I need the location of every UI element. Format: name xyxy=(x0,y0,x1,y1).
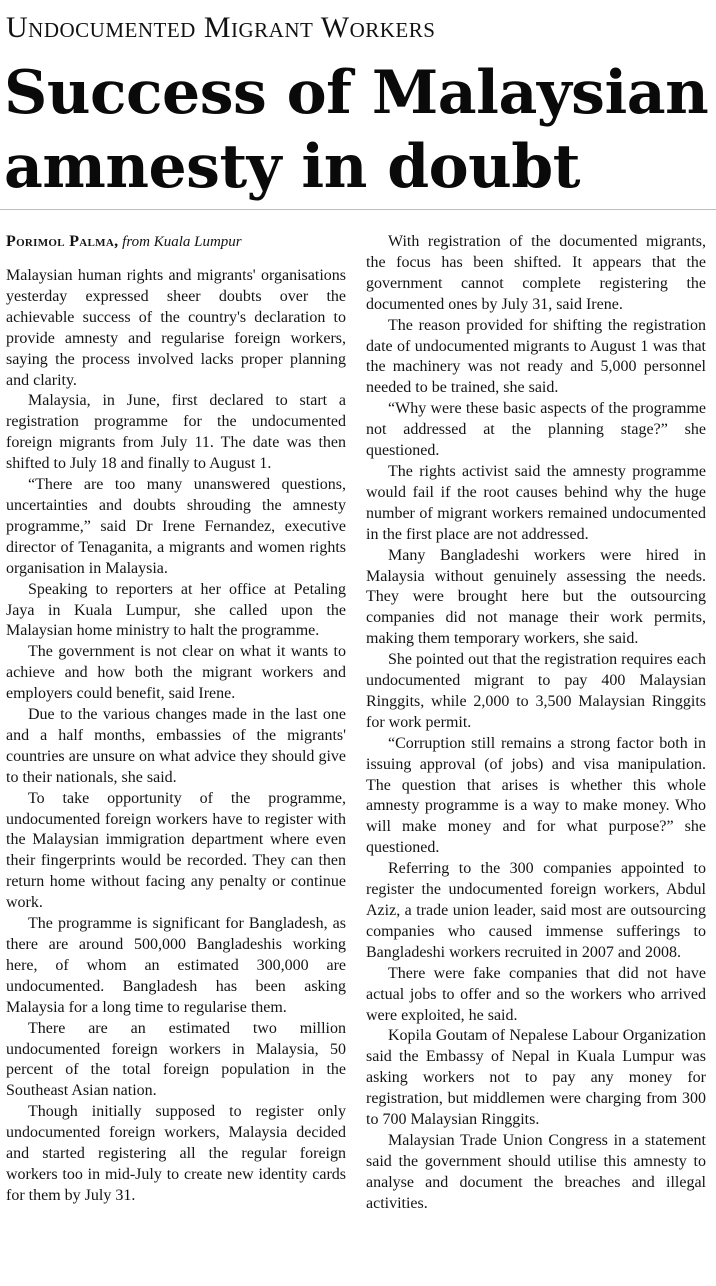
byline-author: Porimol Palma, xyxy=(6,233,119,250)
paragraph: There were fake companies that did not have actual jobs to offer and so the workers who arrived were exploited, he said. xyxy=(366,964,706,1024)
paragraph: There are an estimated two million undocumented foreign workers in Malaysia, 50 percent of the total foreign population in the Southeast Asian nation. xyxy=(6,1019,346,1100)
paragraph: Many Bangladeshi workers were hired in Malaysia without genuinely assessing the needs. They were brought here but the outsourcing companies did not manage their work permits, making them temporary workers, she said. xyxy=(366,546,706,648)
paragraph: “Why were these basic aspects of the programme not addressed at the planning stage?” she questioned. xyxy=(366,400,706,460)
paragraph: The programme is significant for Bangladesh, as there are around 500,000 Bangladeshis working here, of whom an estimated 300,000 are undocumented. Bangladesh has been asking Malaysia for a long time to regularise them. xyxy=(6,915,346,1016)
paragraph: To take opportunity of the programme, undocumented foreign workers have to register with the Malaysian immigration department where even their fingerprints would be recorded. They can then return home without facing any penalty or continue work. xyxy=(6,789,346,912)
byline-location: from Kuala Lumpur xyxy=(122,234,242,250)
headline-divider xyxy=(0,209,716,210)
paragraph: Speaking to reporters at her office at Petaling Jaya in Kuala Lumpur, she called upon the Malaysian home ministry to halt the programme. xyxy=(6,580,346,640)
paragraph: The government is not clear on what it wants to achieve and how both the migrant workers and employers could benefit, said Irene. xyxy=(6,643,346,703)
paragraph: Malaysian Trade Union Congress in a statement said the government should utilise this amnesty to analyse and document the breaches and illegal activities. xyxy=(366,1131,706,1212)
paragraph: Due to the various changes made in the last one and a half months, embassies of the migrants' countries are unsure on what advice they should give to their nationals, she said. xyxy=(6,706,346,786)
paragraph: “There are too many unanswered questions, uncertainties and doubts shrouding the amnesty programme,” said Dr Irene Fernandez, executive director of Tenaganita, a migrants and women rights organisation in Malaysia. xyxy=(6,476,346,577)
paragraph: Malaysia, in June, first declared to start a registration programme for the undocumented foreign migrants from July 11. The date was then shifted to July 18 and finally to August 1. xyxy=(6,392,346,473)
section-kicker: Undocumented Migrant Workers xyxy=(6,11,436,44)
paragraph: “Corruption still remains a strong factor both in issuing approval (of jobs) and visa manipulation. The question that arises is whether this whole amnesty programme is a way to make money. Who will make money and for what purpose?” she questioned. xyxy=(366,734,706,857)
byline xyxy=(6,232,346,258)
paragraph: Malaysian human rights and migrants' organisations yesterday expressed sheer doubts over the achievable success of the country's declaration to provide amnesty and regularise foreign workers, saying the process involved lacks proper planning and clarity. xyxy=(6,267,346,389)
article-column-right xyxy=(366,232,706,1280)
paragraph: Kopila Goutam of Nepalese Labour Organization said the Embassy of Nepal in Kuala Lumpur was asking workers not to pay any money for registration, but middlemen were charging from 300 to 700 Malaysian Ringgits. xyxy=(366,1027,706,1129)
paragraph: Though initially supposed to register only undocumented foreign workers, Malaysia decided and started registering all the regular foreign workers too in mid-July to create new identity cards for them by July 31. xyxy=(6,1103,346,1204)
paragraph: She pointed out that the registration requires each undocumented migrant to pay 400 Malaysian Ringgits, while 2,000 to 3,500 Malaysian Ringgits for work permit. xyxy=(366,651,706,731)
paragraph: The reason provided for shifting the registration date of undocumented migrants to August 1 was that the machinery was not ready and 5,000 personnel needed to be trained, she said. xyxy=(366,316,706,397)
paragraph: With registration of the documented migrants, the focus has been shifted. It appears that the government cannot complete registering the documented ones by July 31, said Irene. xyxy=(366,233,706,313)
paragraph: The rights activist said the amnesty programme would fail if the root causes behind why the huge number of migrant workers remained undocumented in the first place are not addressed. xyxy=(366,462,706,543)
article-column-left xyxy=(6,232,346,1280)
headline: Success of Malaysian amnesty in doubt xyxy=(4,58,709,202)
paragraph: Referring to the 300 companies appointed to register the undocumented foreign workers, Abdul Aziz, a trade union leader, said most are outsourcing companies who caused immense sufferings to Bangladeshi workers recruited in 2007 and 2008. xyxy=(366,860,706,961)
